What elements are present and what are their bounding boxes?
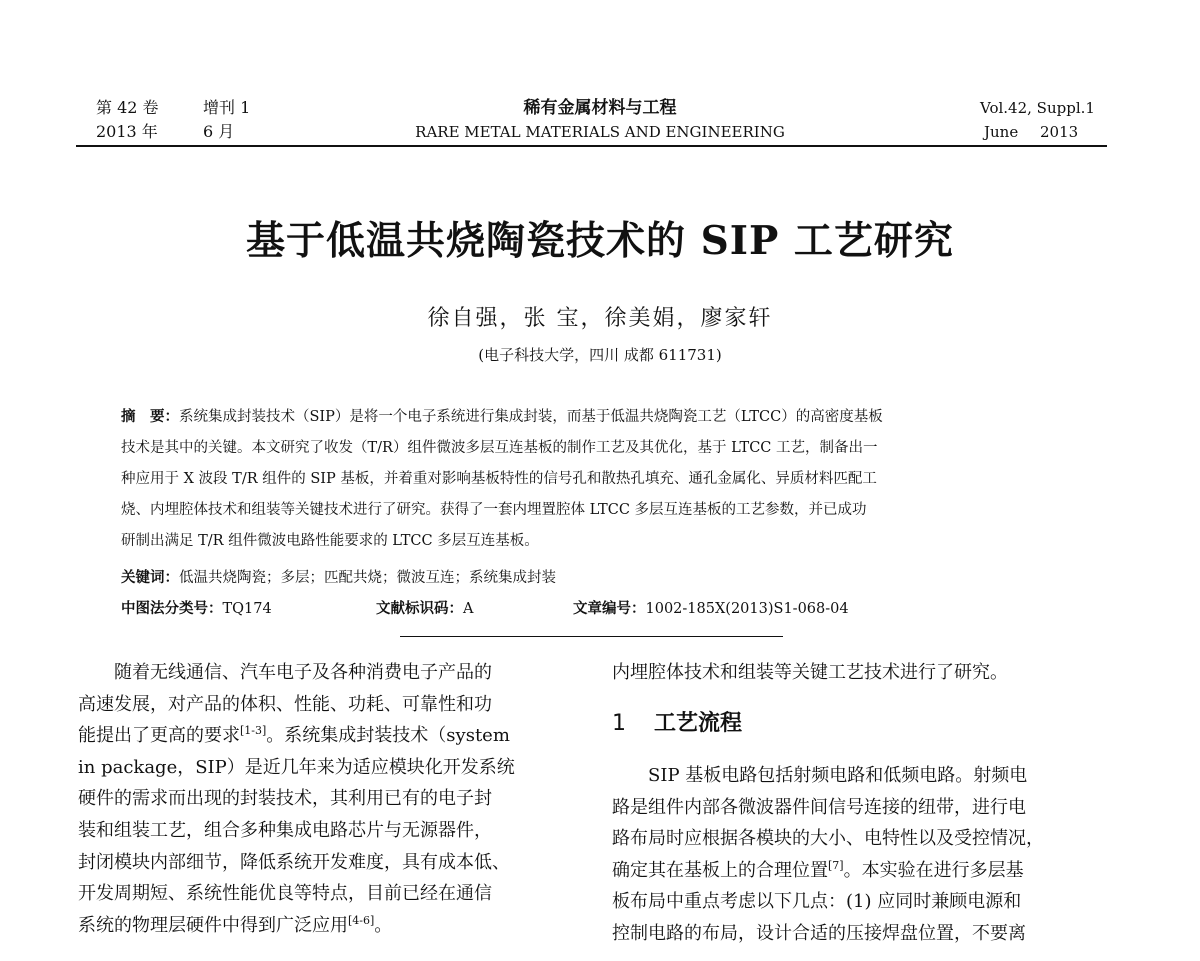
year-cn: 2013 年	[96, 122, 158, 141]
abstract-text: 系统集成封装技术（SIP）是将一个电子系统进行集成封装，而基于低温共烧陶瓷工艺（LTCC）的高密度基板	[179, 409, 883, 425]
body-right-column	[612, 760, 1102, 950]
abstract-line	[121, 402, 1067, 433]
volume-en: Vol.42, Suppl.1	[980, 99, 1095, 117]
abstract-line: 种应用于 X 波段 T/R 组件的 SIP 基板，并着重对影响基板特性的信号孔和散热孔填充、通孔金属化、异质材料匹配工	[121, 471, 877, 487]
clc-code: 中图法分类号：TQ174	[121, 601, 272, 617]
body-right-column-top	[612, 657, 1102, 689]
month-en: June	[984, 123, 1019, 141]
paper-affiliation: (电子科技大学，四川 成都 611731)	[478, 346, 722, 364]
body-line: 开发周期短、系统性能优良等特点，目前已经在通信	[78, 883, 492, 905]
body-line: 控制电路的布局，设计合适的压接焊盘位置，不要离	[612, 922, 1026, 944]
section-heading	[612, 706, 742, 742]
citation: [7]	[828, 858, 844, 872]
body-line: 随着无线通信、汽车电子及各种消费电子产品的	[114, 662, 492, 683]
volume-cn: 第 42 卷	[96, 98, 159, 117]
citation: [1-3]	[240, 724, 267, 738]
keywords-label: 关键词：	[121, 570, 179, 586]
abstract-divider	[400, 636, 783, 637]
abstract-label: 摘 要：	[121, 409, 179, 425]
body-line: 路布局时应根据各模块的大小、电特性以及受控情况，	[612, 828, 1044, 850]
abstract-line: 研制出满足 T/R 组件微波电路性能要求的 LTCC 多层互连基板。	[121, 533, 539, 549]
journal-title-cn: 稀有金属材料与工程	[523, 98, 677, 118]
keywords	[121, 567, 556, 589]
abstract	[121, 402, 1067, 557]
supplement-cn: 增刊 1	[203, 98, 251, 117]
body-line: in package，SIP）是近几年来为适应模块化开发系统	[78, 756, 515, 778]
body-left-column	[78, 657, 568, 941]
paper-title: 基于低温共烧陶瓷技术的 SIP 工艺研究	[246, 218, 954, 264]
body-line: 系统的物理层硬件中得到广泛应用[4-6]。	[78, 913, 393, 936]
body-line: 装和组装工艺，组合多种集成电路芯片与无源器件，	[78, 819, 492, 841]
keywords-text: 低温共烧陶瓷；多层；匹配共烧；微波互连；系统集成封装	[179, 570, 556, 586]
body-line: 内埋腔体技术和组装等关键工艺技术进行了研究。	[612, 662, 1008, 683]
year-en: 2013	[1040, 123, 1079, 141]
citation: [4-6]	[348, 913, 375, 927]
paper-authors: 徐自强，张 宝，徐美娟，廖家轩	[427, 306, 773, 331]
body-line: 板布局中重点考虑以下几点：(1) 应同时兼顾电源和	[612, 891, 1022, 913]
section-number: 1	[612, 711, 626, 736]
article-number: 文章编号：1002-185X(2013)S1-068-04	[573, 601, 849, 617]
abstract-line: 烧、内埋腔体技术和组装等关键技术进行了研究。获得了一套内埋置腔体 LTCC 多层互连基板的工艺参数，并已成功	[121, 502, 867, 518]
document-code: 文献标识码：A	[376, 601, 474, 617]
body-line: 高速发展，对产品的体积、性能、功耗、可靠性和功	[78, 693, 492, 715]
section-title: 工艺流程	[654, 711, 743, 736]
body-line: 确定其在基板上的合理位置[7]。本实验在进行多层基	[612, 858, 1024, 881]
header-divider	[76, 145, 1107, 147]
body-line: 硬件的需求而出现的封装技术，其利用已有的电子封	[78, 788, 492, 810]
body-line: SIP 基板电路包括射频电路和低频电路。射频电	[648, 765, 1028, 786]
month-cn: 6 月	[203, 122, 235, 141]
body-line: 路是组件内部各微波器件间信号连接的纽带，进行电	[612, 796, 1026, 818]
body-line: 能提出了更高的要求[1-3]。系统集成封装技术（system	[78, 724, 510, 747]
abstract-line: 技术是其中的关键。本文研究了收发（T/R）组件微波多层互连基板的制作工艺及其优化，基于 LTCC 工艺，制备出一	[121, 440, 878, 456]
journal-title-en: RARE METAL MATERIALS AND ENGINEERING	[415, 123, 785, 141]
body-line: 封闭模块内部细节，降低系统开发难度，具有成本低、	[78, 851, 510, 873]
